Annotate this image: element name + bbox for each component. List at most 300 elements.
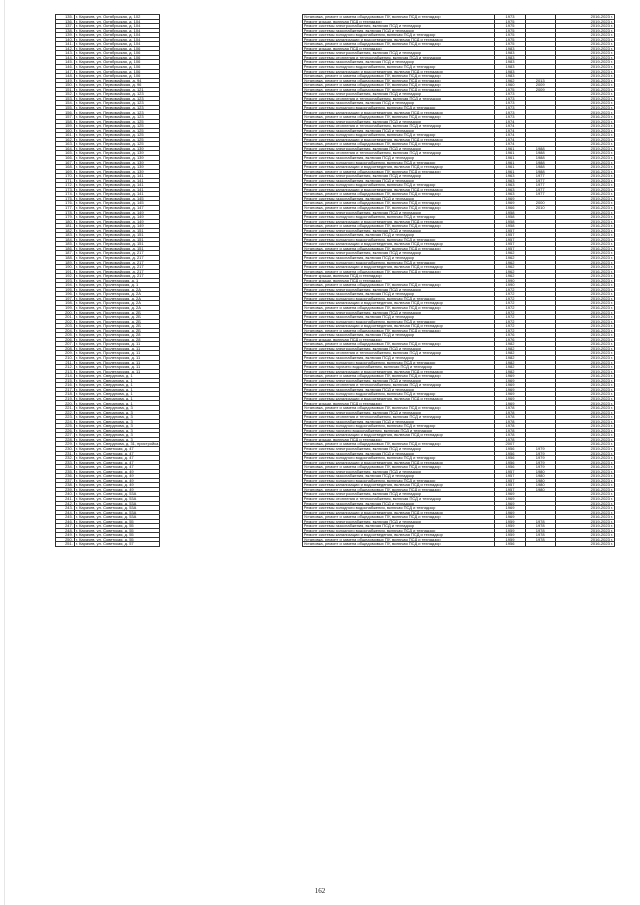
work-type-cell: Ремонт системы отопления и теплоснабжения, включая ПСД и технадзор [302, 124, 495, 129]
build-year-cell: 1969 [495, 515, 525, 520]
build-year-cell: 1962 [495, 269, 525, 274]
build-year-cell: 1969 [495, 496, 525, 501]
period-cell: 2016-2023 г. [555, 283, 614, 288]
work-type-cell: Ремонт системы газоснабжения, включая ПСД и технадзор [302, 419, 495, 424]
work-type-cell: Ремонт крыши, включая ПСД и технадзор [302, 278, 495, 283]
row-number-cell: 245. [56, 515, 75, 520]
work-type-cell: Ремонт системы отопления и теплоснабжения, включая ПСД и технадзор [302, 496, 495, 501]
work-type-cell: Установка, ремонт и замена общедомовых ПУ, включая ПСД и технадзор [302, 74, 495, 79]
work-type-cell: Ремонт системы электроснабжения, включая ПСД и технадзор [302, 378, 495, 383]
work-type-cell: Ремонт системы холодного водоснабжения, включая ПСД и технадзор [302, 215, 495, 220]
row-number-cell: 140. [56, 37, 75, 42]
work-type-cell: Установка, ремонт и замена общедомовых ПУ, включая ПСД и технадзор [302, 374, 495, 379]
period-cell: 2016-2023 г. [555, 465, 614, 470]
build-year-cell: 1975 [495, 37, 525, 42]
build-year-cell: 1972 [495, 296, 525, 301]
reconstruction-year-cell: 1977 [525, 187, 555, 192]
address-cell: г. Карачев, ул. Первомайская, д. 149 [74, 215, 160, 220]
build-year-cell: 1969 [495, 383, 525, 388]
period-cell: 2019-2023 г. [555, 324, 614, 329]
address-cell: г. Карачев, ул. Пролетарская, д. 2А [74, 292, 160, 297]
address-cell: г. Карачев, ул. Первомайская, д. 139 [74, 146, 160, 151]
row-number-cell: 213. [56, 369, 75, 374]
address-cell: г. Карачев, ул. Первомайская, д. 217 [74, 251, 160, 256]
build-year-cell: 1983 [495, 65, 525, 70]
work-type-cell: Ремонт системы канализации и водоотведения, включая ПСД и технадзор [302, 110, 495, 115]
period-cell: 2019-2023 г. [555, 528, 614, 533]
row-number-cell: 235. [56, 469, 75, 474]
period-cell: 2019-2023 г. [555, 474, 614, 479]
address-cell: г. Карачев, ул. Первомайская, д. 149 [74, 219, 160, 224]
address-cell: г. Карачев, ул. Пролетарская, д. 11 [74, 351, 160, 356]
row-number-cell: 152. [56, 92, 75, 97]
row-number-cell: 215. [56, 378, 75, 383]
build-year-cell: 1962 [495, 255, 525, 260]
reconstruction-year-cell: 1980 [525, 469, 555, 474]
row-number-cell: 221. [56, 406, 75, 411]
period-cell: 2019-2023 г. [555, 510, 614, 515]
row-number-cell: 217. [56, 387, 75, 392]
period-cell: 2016-2023 г. [555, 83, 614, 88]
period-cell: 2019-2023 г. [555, 237, 614, 242]
period-cell: 2016-2023 г. [555, 246, 614, 251]
work-type-cell: Установка, ремонт и замена общедомовых ПУ, включая ПСД и технадзор [302, 78, 495, 83]
address-cell: г. Карачев, ул. Свердлова, д. 1 [74, 387, 160, 392]
period-cell: 2019-2023 г. [555, 296, 614, 301]
address-cell: г. Карачев, ул. Первомайская, д. 123 [74, 101, 160, 106]
row-number-cell: 147. [56, 69, 75, 74]
build-year-cell: 1958 [495, 210, 525, 215]
build-year-cell: 1969 [495, 492, 525, 497]
build-year-cell: 1963 [495, 187, 525, 192]
address-cell: г. Карачев, ул. Пролетарская, д. 2Б [74, 328, 160, 333]
reconstruction-year-cell: 1988 [525, 151, 555, 156]
period-cell: 2016-2023 г. [555, 205, 614, 210]
address-cell: г. Карачев, ул. Пролетарская, д. 11 [74, 369, 160, 374]
address-cell: г. Карачев, ул. Советская, д. 49 [74, 474, 160, 479]
work-type-cell: Ремонт системы канализации и водоотведения, включая ПСД и технадзор [302, 165, 495, 170]
build-year-cell: 1963 [495, 178, 525, 183]
build-year-cell: 1969 [495, 378, 525, 383]
work-type-cell: Установка, ремонт и замена общедомовых ПУ, включая ПСД и технадзор [302, 328, 495, 333]
build-year-cell: 1966 [495, 205, 525, 210]
row-number-cell: 170. [56, 174, 75, 179]
period-cell: 2019-2023 г. [555, 496, 614, 501]
reconstruction-year-cell: 1977 [525, 174, 555, 179]
row-number-cell: 150. [56, 83, 75, 88]
row-number-cell: 199. [56, 306, 75, 311]
build-year-cell: 1957 [495, 237, 525, 242]
period-cell: 2016-2023 г. [555, 142, 614, 147]
period-cell: 2019-2023 г. [555, 519, 614, 524]
work-type-cell: Ремонт системы холодного водоснабжения, включая ПСД и технадзор [302, 33, 495, 38]
work-type-cell: Установка, ремонт и замена общедомовых ПУ, включая ПСД и технадзор [302, 169, 495, 174]
build-year-cell: 1961 [495, 169, 525, 174]
period-cell: 2019-2023 г. [555, 351, 614, 356]
work-type-cell: Ремонт системы канализации и водоотведения, включая ПСД и технадзор [302, 369, 495, 374]
row-number-cell: 201. [56, 315, 75, 320]
address-cell: г. Карачев, ул. Свердлова, д. 3 [74, 415, 160, 420]
row-number-cell: 207. [56, 342, 75, 347]
row-number-cell: 226. [56, 428, 75, 433]
row-number-cell: 163. [56, 142, 75, 147]
address-cell: г. Карачев, ул. Советская, д. 47 [74, 456, 160, 461]
row-number-cell: 179. [56, 215, 75, 220]
address-cell: г. Карачев, ул. Пролетарская, д. 2Б [74, 315, 160, 320]
build-year-cell: 1982 [495, 365, 525, 370]
address-cell: г. Карачев, ул. Первомайская, д. 151 [74, 246, 160, 251]
address-cell: г. Карачев, ул. Первомайская, д. 151 [74, 242, 160, 247]
address-cell: г. Карачев, ул. Первомайская, д. 145 [74, 201, 160, 206]
period-cell: 2016-2023 г. [555, 442, 614, 447]
period-cell: 2019-2023 г. [555, 415, 614, 420]
address-cell: г. Карачев, ул. Пролетарская, д. 2Б [74, 324, 160, 329]
address-cell: г. Карачев, ул. Пролетарская, д. 28 [74, 337, 160, 342]
row-number-cell: 204. [56, 328, 75, 333]
work-type-cell: Ремонт системы газоснабжения, включая ПСД и технадзор [302, 255, 495, 260]
build-year-cell: 1961 [495, 151, 525, 156]
period-cell: 2019-2023 г. [555, 69, 614, 74]
work-type-cell: Установка, ремонт и замена общедомовых ПУ, включая ПСД и технадзор [302, 201, 495, 206]
work-type-cell: Ремонт системы электроснабжения, включая ПСД и технадзор [302, 174, 495, 179]
build-year-cell: 1969 [495, 387, 525, 392]
row-number-cell: 211. [56, 360, 75, 365]
work-type-cell: Ремонт системы электроснабжения, включая ПСД и технадзор [302, 24, 495, 29]
period-cell: 2019-2023 г. [555, 124, 614, 129]
reconstruction-year-cell: 2009 [525, 87, 555, 92]
address-cell: г. Карачев, ул. Первомайская, д. 151 [74, 237, 160, 242]
period-cell: 2019-2023 г. [555, 446, 614, 451]
address-cell: г. Карачев, ул. Первомайская, д. 145 [74, 196, 160, 201]
work-type-cell: Ремонт системы канализации и водоотведения, включая ПСД и технадзор [302, 187, 495, 192]
row-number-cell: 186. [56, 246, 75, 251]
period-cell: 2019-2023 г. [555, 60, 614, 65]
work-type-cell: Ремонт системы газоснабжения, включая ПСД и технадзор [302, 178, 495, 183]
work-type-cell: Ремонт системы холодного водоснабжения, включая ПСД и технадзор [302, 424, 495, 429]
period-cell: 2019-2023 г. [555, 396, 614, 401]
build-year-cell: 1975 [495, 19, 525, 24]
build-year-cell: 1958 [495, 224, 525, 229]
reconstruction-year-cell: 1980 [525, 487, 555, 492]
period-cell: 2019-2023 г. [555, 483, 614, 488]
build-year-cell: 1978 [495, 433, 525, 438]
row-number-cell: 251. [56, 542, 75, 547]
period-cell: 2019-2023 г. [555, 255, 614, 260]
build-year-cell: 1969 [495, 506, 525, 511]
work-type-cell: Установка, ремонт и замена общедомовых ПУ, включая ПСД и технадзор [302, 342, 495, 347]
build-year-cell: 1969 [495, 392, 525, 397]
address-cell: г. Карачев, ул. Советская, д. 55 [74, 533, 160, 538]
period-cell: 2019-2023 г. [555, 28, 614, 33]
reconstruction-year-cell: 1979 [525, 456, 555, 461]
row-number-cell: 175. [56, 196, 75, 201]
row-number-cell: 185. [56, 242, 75, 247]
build-year-cell: 1990 [495, 283, 525, 288]
period-cell: 2019-2023 г. [555, 287, 614, 292]
build-year-cell: 1959 [495, 519, 525, 524]
row-number-cell: 239. [56, 487, 75, 492]
address-cell: г. Карачев, ул. Первомайская, д. 217 [74, 260, 160, 265]
build-year-cell: 1978 [495, 424, 525, 429]
work-type-cell: Установка, ремонт и замена общедомовых ПУ, включая ПСД и технадзор [302, 246, 495, 251]
build-year-cell: 1958 [495, 219, 525, 224]
row-number-cell: 183. [56, 233, 75, 238]
row-number-cell: 219. [56, 396, 75, 401]
work-type-cell: Ремонт системы электроснабжения, включая ПСД и технадзор [302, 119, 495, 124]
row-number-cell: 191. [56, 269, 75, 274]
build-year-cell: 1974 [495, 142, 525, 147]
build-year-cell: 1957 [495, 242, 525, 247]
work-type-cell: Ремонт крыши, включая ПСД и технадзор [302, 19, 495, 24]
address-cell: г. Карачев, ул. Пролетарская, д. 2А [74, 301, 160, 306]
row-number-cell: 187. [56, 251, 75, 256]
row-number-cell: 222. [56, 410, 75, 415]
row-number-cell: 238. [56, 483, 75, 488]
row-number-cell: 205. [56, 333, 75, 338]
period-cell: 2019-2023 г. [555, 260, 614, 265]
work-type-cell: Ремонт системы электроснабжения, включая ПСД и технадзор [302, 146, 495, 151]
work-type-cell: Ремонт системы отопления и теплоснабжения, включая ПСД и технадзор [302, 415, 495, 420]
period-cell: 2019-2023 г. [555, 310, 614, 315]
period-cell: 2019-2023 г. [555, 37, 614, 42]
address-cell: г. Карачев, ул. Свердлова, д. 1 [74, 374, 160, 379]
build-year-cell: 1959 [495, 533, 525, 538]
build-year-cell: 1959 [495, 528, 525, 533]
address-cell: г. Карачев, ул. Советская, д. 53А [74, 510, 160, 515]
build-year-cell: 1957 [495, 469, 525, 474]
reconstruction-year-cell: 2013 [525, 78, 555, 83]
build-year-cell: 2007 [495, 442, 525, 447]
address-cell: г. Карачев, ул. Первомайская, д. 125 [74, 124, 160, 129]
address-cell: г. Карачев, ул. Первомайская, д. 139 [74, 165, 160, 170]
period-cell: 2019-2023 г. [555, 292, 614, 297]
address-cell: г. Карачев, ул. Свердлова, д. 3 [74, 410, 160, 415]
build-year-cell: 1982 [495, 342, 525, 347]
work-type-cell: Ремонт крыши, включая ПСД и технадзор [302, 401, 495, 406]
address-cell: г. Карачев, ул. Первомайская, д. 123 [74, 96, 160, 101]
work-type-cell: Ремонт системы электроснабжения, включая ПСД и технадзор [302, 251, 495, 256]
repair-schedule-table [55, 14, 615, 547]
build-year-cell: 1962 [495, 274, 525, 279]
period-cell: 2019-2023 г. [555, 469, 614, 474]
build-year-cell: 1972 [495, 319, 525, 324]
build-year-cell: 1961 [495, 160, 525, 165]
row-number-cell: 248. [56, 528, 75, 533]
address-cell: г. Карачев, ул. Советская, д. 47 [74, 446, 160, 451]
reconstruction-year-cell: 1978 [525, 528, 555, 533]
period-cell: 2016-2023 г. [555, 87, 614, 92]
period-cell: 2016-2023 г. [555, 406, 614, 411]
period-cell: 2019-2023 г. [555, 337, 614, 342]
address-cell: г. Карачев, ул. Советская, д. 55 [74, 519, 160, 524]
work-type-cell: Ремонт системы канализации и водоотведения, включая ПСД и технадзор [302, 460, 495, 465]
address-cell: г. Карачев, ул. Советская, д. 53А [74, 496, 160, 501]
address-cell: г. Карачев, ул. Первомайская, д. 123 [74, 115, 160, 120]
work-type-cell: Ремонт системы газоснабжения, включая ПСД и технадзор [302, 28, 495, 33]
address-cell: г. Карачев, ул. Свердлова, д. 1 [74, 396, 160, 401]
address-cell: г. Карачев, ул. Советская, д. 55 [74, 524, 160, 529]
row-number-cell: 247. [56, 524, 75, 529]
work-type-cell: Ремонт системы канализации и водоотведения, включая ПСД и технадзор [302, 265, 495, 270]
work-type-cell: Ремонт системы горячего водоснабжения, включая ПСД и технадзор [302, 365, 495, 370]
row-number-cell: 190. [56, 265, 75, 270]
work-type-cell: Ремонт системы холодного водоснабжения, включая ПСД и технадзор [302, 392, 495, 397]
work-type-cell: Ремонт системы газоснабжения, включая ПСД и технадзор [302, 451, 495, 456]
work-type-cell: Установка, ремонт и замена общедомовых ПУ, включая ПСД и технадзор [302, 406, 495, 411]
reconstruction-year-cell [525, 542, 555, 547]
reconstruction-year-cell: 1980 [525, 483, 555, 488]
build-year-cell: 1969 [495, 201, 525, 206]
period-cell: 2019-2023 г. [555, 96, 614, 101]
address-cell: г. Карачев, ул. Первомайская, д. 141 [74, 192, 160, 197]
build-year-cell: 1956 [495, 456, 525, 461]
period-cell: 2019-2023 г. [555, 128, 614, 133]
work-type-cell: Ремонт системы газоснабжения, включая ПСД и технадзор [302, 155, 495, 160]
build-year-cell: 1961 [495, 155, 525, 160]
period-cell: 2019-2023 г. [555, 165, 614, 170]
period-cell: 2019-2023 г. [555, 451, 614, 456]
address-cell: г. Карачев, ул. Октябрьская, д. 104 [74, 37, 160, 42]
build-year-cell: 1962 [495, 251, 525, 256]
period-cell: 2016-2023 г. [555, 342, 614, 347]
work-type-cell: Ремонт системы газоснабжения, включая ПСД и технадзор [302, 356, 495, 361]
row-number-cell: 241. [56, 496, 75, 501]
period-cell: 2019-2023 г. [555, 392, 614, 397]
build-year-cell: 1969 [495, 501, 525, 506]
work-type-cell: Ремонт системы газоснабжения, включая ПСД и технадзор [302, 387, 495, 392]
build-year-cell: 1956 [495, 542, 525, 547]
address-cell: г. Карачев, ул. Свердлова, д. 3 [74, 428, 160, 433]
row-number-cell: 224. [56, 419, 75, 424]
row-number-cell: 162. [56, 137, 75, 142]
build-year-cell: 1957 [495, 246, 525, 251]
build-year-cell: 1978 [495, 419, 525, 424]
period-cell: 2019-2023 г. [555, 151, 614, 156]
period-cell: 2019-2023 г. [555, 251, 614, 256]
address-cell: г. Карачев, ул. Октябрьская, д. 106 [74, 74, 160, 79]
address-cell: г. Карачев, ул. Первомайская, д. 123 [74, 110, 160, 115]
address-cell: г. Карачев, ул. Первомайская, д. 217 [74, 265, 160, 270]
period-cell: 2019-2023 г. [555, 274, 614, 279]
address-cell: г. Карачев, ул. Пролетарская, д. 11 [74, 360, 160, 365]
build-year-cell: 1982 [495, 346, 525, 351]
work-type-cell: Ремонт крыши, включая ПСД и технадзор [302, 337, 495, 342]
build-year-cell: 1963 [495, 183, 525, 188]
period-cell: 2016-2023 г. [555, 537, 614, 542]
reconstruction-year-cell: 2010 [525, 205, 555, 210]
work-type-cell: Ремонт системы горячего водоснабжения, включая ПСД и технадзор [302, 428, 495, 433]
row-number-cell: 141. [56, 42, 75, 47]
address-cell: г. Карачев, ул. Советская, д. 49 [74, 478, 160, 483]
build-year-cell: 1982 [495, 351, 525, 356]
work-type-cell: Ремонт системы холодного водоснабжения, включая ПСД и технадзор [302, 296, 495, 301]
row-number-cell: 194. [56, 283, 75, 288]
work-type-cell: Ремонт системы электроснабжения, включая ПСД и технадзор [302, 92, 495, 97]
work-type-cell: Установка, ремонт и замена общедомовых ПУ, включая ПСД и технадзор [302, 487, 495, 492]
address-cell: г. Карачев, ул. Советская, д. 49 [74, 469, 160, 474]
build-year-cell: 1957 [495, 483, 525, 488]
address-cell: г. Карачев, ул. Первомайская, д. 123 [74, 105, 160, 110]
address-cell: г. Карачев, ул. Октябрьская, д. 104 [74, 19, 160, 24]
row-number-cell: 242. [56, 501, 75, 506]
row-number-cell: 229. [56, 442, 75, 447]
build-year-cell: 1969 [495, 374, 525, 379]
build-year-cell: 1972 [495, 287, 525, 292]
address-cell: г. Карачев, ул. Пролетарская, д. 11 [74, 365, 160, 370]
row-number-cell: 156. [56, 110, 75, 115]
period-cell: 2019-2023 г. [555, 105, 614, 110]
build-year-cell: 1961 [495, 146, 525, 151]
build-year-cell: 1983 [495, 74, 525, 79]
row-number-cell: 192. [56, 274, 75, 279]
row-number-cell: 177. [56, 205, 75, 210]
work-type-cell: Ремонт системы канализации и водоотведения, включая ПСД и технадзор [302, 510, 495, 515]
row-number-cell: 138. [56, 28, 75, 33]
period-cell: 2016-2023 г. [555, 269, 614, 274]
period-cell: 2019-2023 г. [555, 378, 614, 383]
period-cell: 2016-2023 г. [555, 224, 614, 229]
reconstruction-year-cell: 1988 [525, 169, 555, 174]
table-row [56, 542, 615, 547]
work-type-cell: Ремонт системы газоснабжения, включая ПСД и технадзор [302, 128, 495, 133]
address-cell: г. Карачев, ул. Первомайская, д. 125 [74, 142, 160, 147]
work-type-cell: Установка, ремонт и замена общедомовых ПУ, включая ПСД и технадзор [302, 442, 495, 447]
period-cell: 2016-2023 г. [555, 515, 614, 520]
row-number-cell: 167. [56, 160, 75, 165]
period-cell: 2019-2023 г. [555, 51, 614, 56]
work-type-cell: Установка, ремонт и замена общедомовых ПУ, включая ПСД и технадзор [302, 465, 495, 470]
period-cell: 2019-2023 г. [555, 319, 614, 324]
period-cell: 2016-2023 г. [555, 374, 614, 379]
row-number-cell: 236. [56, 474, 75, 479]
address-cell: г. Карачев, ул. Октябрьская, д. 106 [74, 60, 160, 65]
row-number-cell: 172. [56, 183, 75, 188]
build-year-cell: 1982 [495, 356, 525, 361]
row-number-cell: 208. [56, 346, 75, 351]
period-cell: 2016-2023 г. [555, 78, 614, 83]
address-cell: г. Карачев, ул. Первомайская, д. 139 [74, 151, 160, 156]
period-cell: 2019-2023 г. [555, 242, 614, 247]
work-type-cell: Установка, ремонт и замена общедомовых ПУ, включая ПСД и технадзор [302, 306, 495, 311]
row-number-cell: 166. [56, 155, 75, 160]
address-cell: г. Карачев, ул. Первомайская, д. 217 [74, 255, 160, 260]
address-cell: г. Карачев, ул. Советская, д. 53А [74, 492, 160, 497]
period-cell: 2019-2023 г. [555, 419, 614, 424]
work-type-cell: Ремонт системы электроснабжения, включая ПСД и технадзор [302, 51, 495, 56]
address-cell: г. Карачев, ул. Первомайская, д. 217 [74, 269, 160, 274]
build-year-cell: 1962 [495, 265, 525, 270]
work-type-cell: Установка, ремонт и замена общедомовых ПУ, включая ПСД и технадзор [302, 83, 495, 88]
build-year-cell: 1972 [495, 328, 525, 333]
period-cell: 2019-2023 г. [555, 333, 614, 338]
work-type-cell: Ремонт системы канализации и водоотведения, включая ПСД и технадзор [302, 483, 495, 488]
blank-gap-cell [160, 542, 302, 547]
build-year-cell: 1973 [495, 110, 525, 115]
build-year-cell: 1975 [495, 24, 525, 29]
work-type-cell: Ремонт системы канализации и водоотведения, включая ПСД и технадзор [302, 301, 495, 306]
work-type-cell: Ремонт системы холодного водоснабжения, включая ПСД и технадзор [302, 260, 495, 265]
build-year-cell: 1974 [495, 124, 525, 129]
period-cell: 2019-2023 г. [555, 55, 614, 60]
period-cell: 2016-2023 г. [555, 115, 614, 120]
row-number-cell: 154. [56, 101, 75, 106]
work-type-cell: Ремонт системы отопления и теплоснабжения, включая ПСД и технадзор [302, 351, 495, 356]
work-type-cell: Ремонт крыши, включая ПСД и технадзор [302, 437, 495, 442]
work-type-cell: Ремонт системы газоснабжения, включая ПСД и технадзор [302, 196, 495, 201]
build-year-cell: 1975 [495, 42, 525, 47]
build-year-cell: 1982 [495, 360, 525, 365]
work-type-cell: Ремонт крыши, включая ПСД и технадзор [302, 274, 495, 279]
